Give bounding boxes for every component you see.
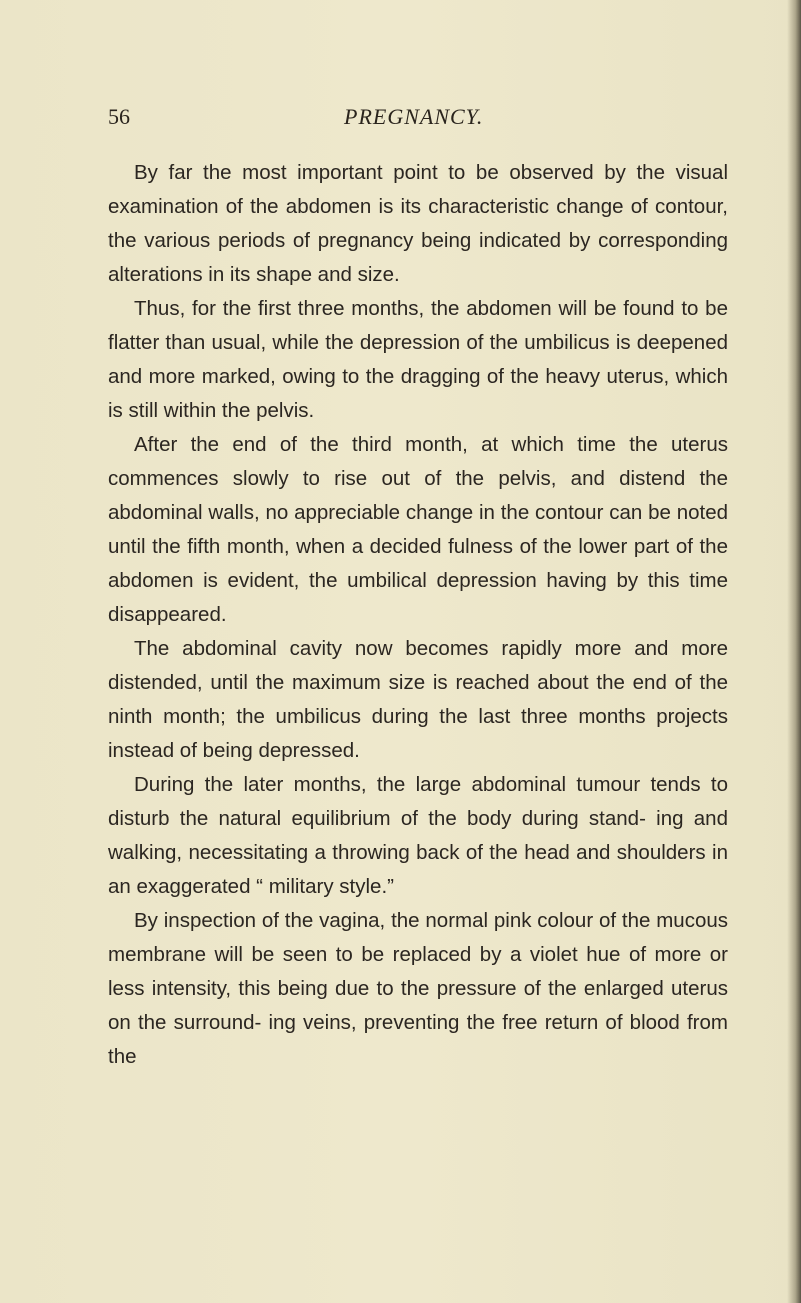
body-text [108, 156, 728, 1074]
paragraph: By inspection of the vagina, the normal pink colour of the mucous membrane will be seen to be replaced by a violet hue of more or less intensity, this being due to the pressure of the enlarged uterus on the surround- ing veins, preventing the free return of blood from the [108, 909, 728, 1068]
page-header [108, 104, 728, 134]
paragraph: The abdominal cavity now becomes rapidly more and more distended, until the maximum size is reached about the end of the ninth month; the umbilicus during the last three months projects instead of being depressed. [108, 637, 728, 762]
paragraph: By far the most important point to be observed by the visual examination of the abdomen is its characteristic change of contour, the various periods of pregnancy being indicated by corresponding alterations in its shape and size. [108, 161, 728, 286]
paragraph: After the end of the third month, at which time the uterus commences slowly to rise out of the pelvis, and distend the abdominal walls, no appreciable change in the contour can be noted until the fifth month, when a decided fulness of the lower part of the abdomen is evident, the umbilical depression having by this time disappeared. [108, 433, 728, 626]
page-number: 56 [108, 104, 130, 129]
page-edge-shadow [787, 0, 801, 1303]
paragraph: During the later months, the large abdominal tumour tends to disturb the natural equilibrium of the body during stand- ing and walking, necessitating a throwing back of the head and shoulders in an exaggerated “ military style.” [108, 773, 728, 898]
paragraph: Thus, for the first three months, the abdomen will be found to be flatter than usual, while the depression of the umbilicus is deepened and more marked, owing to the dragging of the heavy uterus, which is still within the pelvis. [108, 297, 728, 422]
running-title: PREGNANCY. [344, 104, 484, 129]
